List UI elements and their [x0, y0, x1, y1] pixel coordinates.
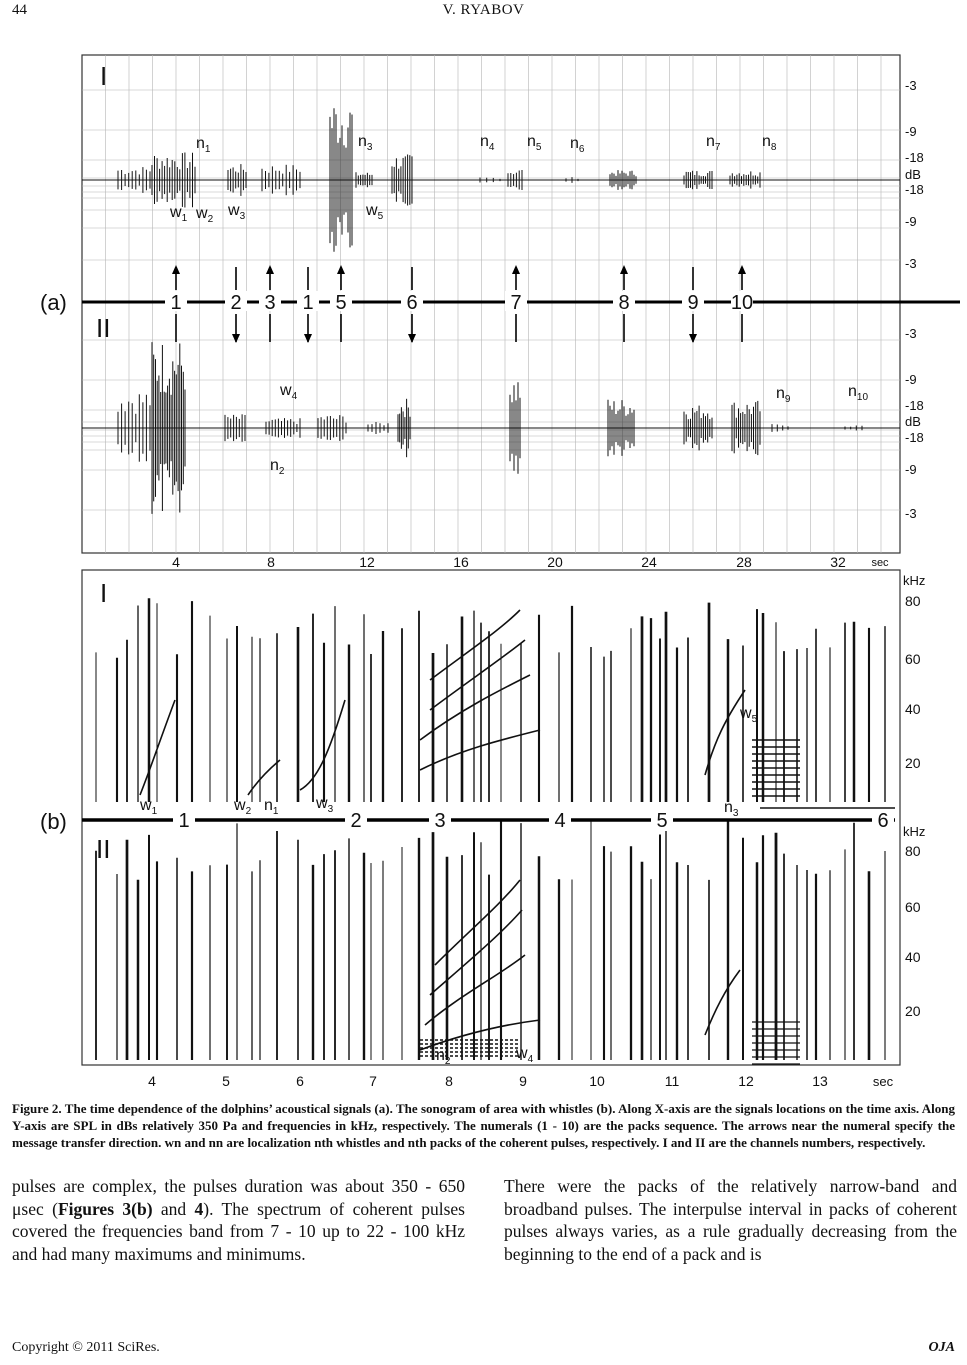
annotation-w2: $w_2$	[196, 205, 214, 225]
annotation-n8: $n_8$	[762, 133, 777, 153]
annotation-n10: $n_{10}$	[848, 383, 869, 403]
channel-i-label-b: I	[100, 578, 108, 608]
annotation-w5: $w_5$	[740, 705, 758, 725]
time-tick-a-24: 24	[641, 554, 657, 570]
pack-number-8: 8	[618, 292, 630, 314]
body-left-a: pulses are complex, the pulses duration was about 350 - 650 μsec (	[12, 1176, 465, 1219]
pack-number-1: 1	[170, 292, 182, 314]
db-tick-top-0: -3	[905, 78, 917, 93]
annotation-n3: $n_3$	[358, 133, 373, 153]
time-tick-a-12: 12	[359, 554, 375, 570]
caption-text: The time dependence of the dolphins’ acoustical signals (a). The sonogram of area with whistles (b). Along X-axis are the signals locations on the time axis. Along Y-axis are SPL in dBs relatively 350 Pa and frequencies in kHz, respectively. The numerals (1 - 10) are the packs sequence. The arrows near the numeral specify the message transfer direction. wn and nn are localization nth whistles and nth packs of the coherent pulses, respectively. I and II are the channels numbers, respectively.	[12, 1101, 955, 1150]
body-left-b: and	[152, 1198, 195, 1219]
db-tick-top-2: -18	[905, 150, 924, 165]
pack-number-5: 5	[335, 292, 347, 314]
pack-number-10: 10	[730, 292, 754, 314]
channel-ii-label: II	[96, 313, 111, 343]
pack-number-4: 1	[302, 292, 314, 314]
b-pack-number-5: 5	[656, 810, 668, 832]
db-tick-top-6: -3	[905, 256, 917, 271]
running-head: V. RYABOV	[442, 2, 525, 18]
b-pack-number-1: 1	[178, 810, 190, 832]
time-unit-a: sec	[871, 557, 889, 569]
pack-number-7: 7	[510, 292, 522, 314]
figure-ref-3b[interactable]: Figures 3(b)	[57, 1198, 153, 1219]
page-number: 44	[12, 2, 27, 18]
annotation-n3: $n_3$	[724, 799, 739, 819]
time-tick-b-13: 13	[812, 1073, 828, 1089]
time-unit-b: sec	[872, 1074, 894, 1089]
db-tick-bottom-0: -3	[905, 326, 917, 341]
annotation-n4: $n_4$	[480, 133, 495, 153]
db-tick-top-3: dB	[905, 167, 921, 182]
time-tick-a-4: 4	[172, 554, 180, 570]
khz-tick-bottom-80: 80	[905, 843, 921, 859]
annotation-n2: $n_2$	[270, 457, 285, 477]
b-pack-number-4: 4	[554, 810, 566, 832]
khz-tick-top-80: 80	[905, 593, 921, 609]
time-tick-a-32: 32	[830, 554, 846, 570]
time-tick-b-11: 11	[664, 1073, 680, 1089]
khz-tick-top-20: 20	[905, 755, 921, 771]
time-tick-a-20: 20	[547, 554, 563, 570]
db-tick-bottom-4: -18	[905, 430, 924, 445]
khz-tick-bottom-40: 40	[905, 949, 921, 965]
time-tick-a-8: 8	[267, 554, 275, 570]
pack-number-9: 9	[687, 292, 699, 314]
body-left-c: ). The spectrum of coherent pulses covered the frequencies band from 7 - 10 up to 22 - 100 kHz and had many maximums and minimums.	[12, 1198, 465, 1264]
b-pack-number-6: 6	[877, 810, 889, 832]
annotation-n5: $n_5$	[527, 133, 542, 153]
body-column-left	[12, 1175, 465, 1265]
time-tick-a-28: 28	[736, 554, 752, 570]
pack-number-2: 2	[230, 292, 242, 314]
annotation-w5: $w_5$	[366, 202, 384, 222]
b-pack-number-3: 3	[434, 810, 446, 832]
figure-ref-4[interactable]: 4	[194, 1198, 204, 1219]
annotation-n2: $n_2$	[436, 1047, 451, 1067]
khz-tick-bottom-60: 60	[905, 899, 921, 915]
caption-lead: Figure 2.	[12, 1101, 62, 1116]
db-tick-bottom-5: -9	[905, 462, 917, 477]
db-tick-bottom-6: -3	[905, 506, 917, 521]
db-tick-top-1: -9	[905, 124, 917, 139]
time-tick-b-7: 7	[369, 1073, 377, 1089]
annotation-n1: $n_1$	[264, 797, 279, 817]
time-tick-b-5: 5	[222, 1073, 230, 1089]
annotation-n9: $n_9$	[776, 385, 791, 405]
pack-number-6: 6	[406, 292, 418, 314]
channel-ii-label-b: II	[96, 834, 111, 864]
annotation-w4: $w_4$	[516, 1045, 534, 1065]
time-tick-a-16: 16	[453, 554, 469, 570]
time-tick-b-9: 9	[519, 1073, 527, 1089]
khz-tick-top-60: 60	[905, 651, 921, 667]
time-tick-b-4: 4	[148, 1073, 156, 1089]
db-tick-bottom-2: -18	[905, 398, 924, 413]
time-tick-b-12: 12	[738, 1073, 754, 1089]
figure-caption	[12, 1100, 955, 1151]
db-tick-top-5: -9	[905, 214, 917, 229]
annotation-w1: $w_1$	[140, 797, 158, 817]
annotation-n6: $n_6$	[570, 135, 585, 155]
khz-tick-top-40: 40	[905, 701, 921, 717]
annotation-w3: $w_3$	[228, 202, 246, 222]
time-tick-b-6: 6	[296, 1073, 304, 1089]
db-tick-bottom-1: -9	[905, 372, 917, 387]
annotation-w3: $w_3$	[316, 795, 334, 815]
time-tick-b-8: 8	[445, 1073, 453, 1089]
copyright: Copyright © 2011 SciRes.	[12, 1340, 160, 1355]
pack-number-3: 3	[264, 292, 276, 314]
khz-unit-top: kHz	[903, 573, 926, 588]
annotation-n1: $n_1$	[196, 135, 211, 155]
channel-i-label: I	[100, 61, 108, 91]
panel-a-label: (a)	[40, 290, 67, 315]
panel-b-label: (b)	[40, 809, 67, 834]
figure-2	[0, 50, 967, 1095]
db-tick-bottom-3: dB	[905, 414, 921, 429]
annotation-w1: $w_1$	[170, 204, 188, 224]
body-column-right: There were the packs of the relatively narrow-band and broadband pulses. The interpulse interval in packs of coherent pulses always varies, as a rule gradually decreasing from the beginning to the end of a pack and is	[504, 1176, 957, 1264]
b-pack-number-2: 2	[350, 810, 362, 832]
time-tick-b-10: 10	[589, 1073, 605, 1089]
db-tick-top-4: -18	[905, 182, 924, 197]
annotation-n7: $n_7$	[706, 133, 721, 153]
khz-unit-bottom: kHz	[903, 824, 926, 839]
khz-tick-bottom-20: 20	[905, 1003, 921, 1019]
annotation-w4: $w_4$	[280, 382, 298, 402]
annotation-w2: $w_2$	[234, 797, 252, 817]
journal-name: OJA	[928, 1340, 955, 1355]
